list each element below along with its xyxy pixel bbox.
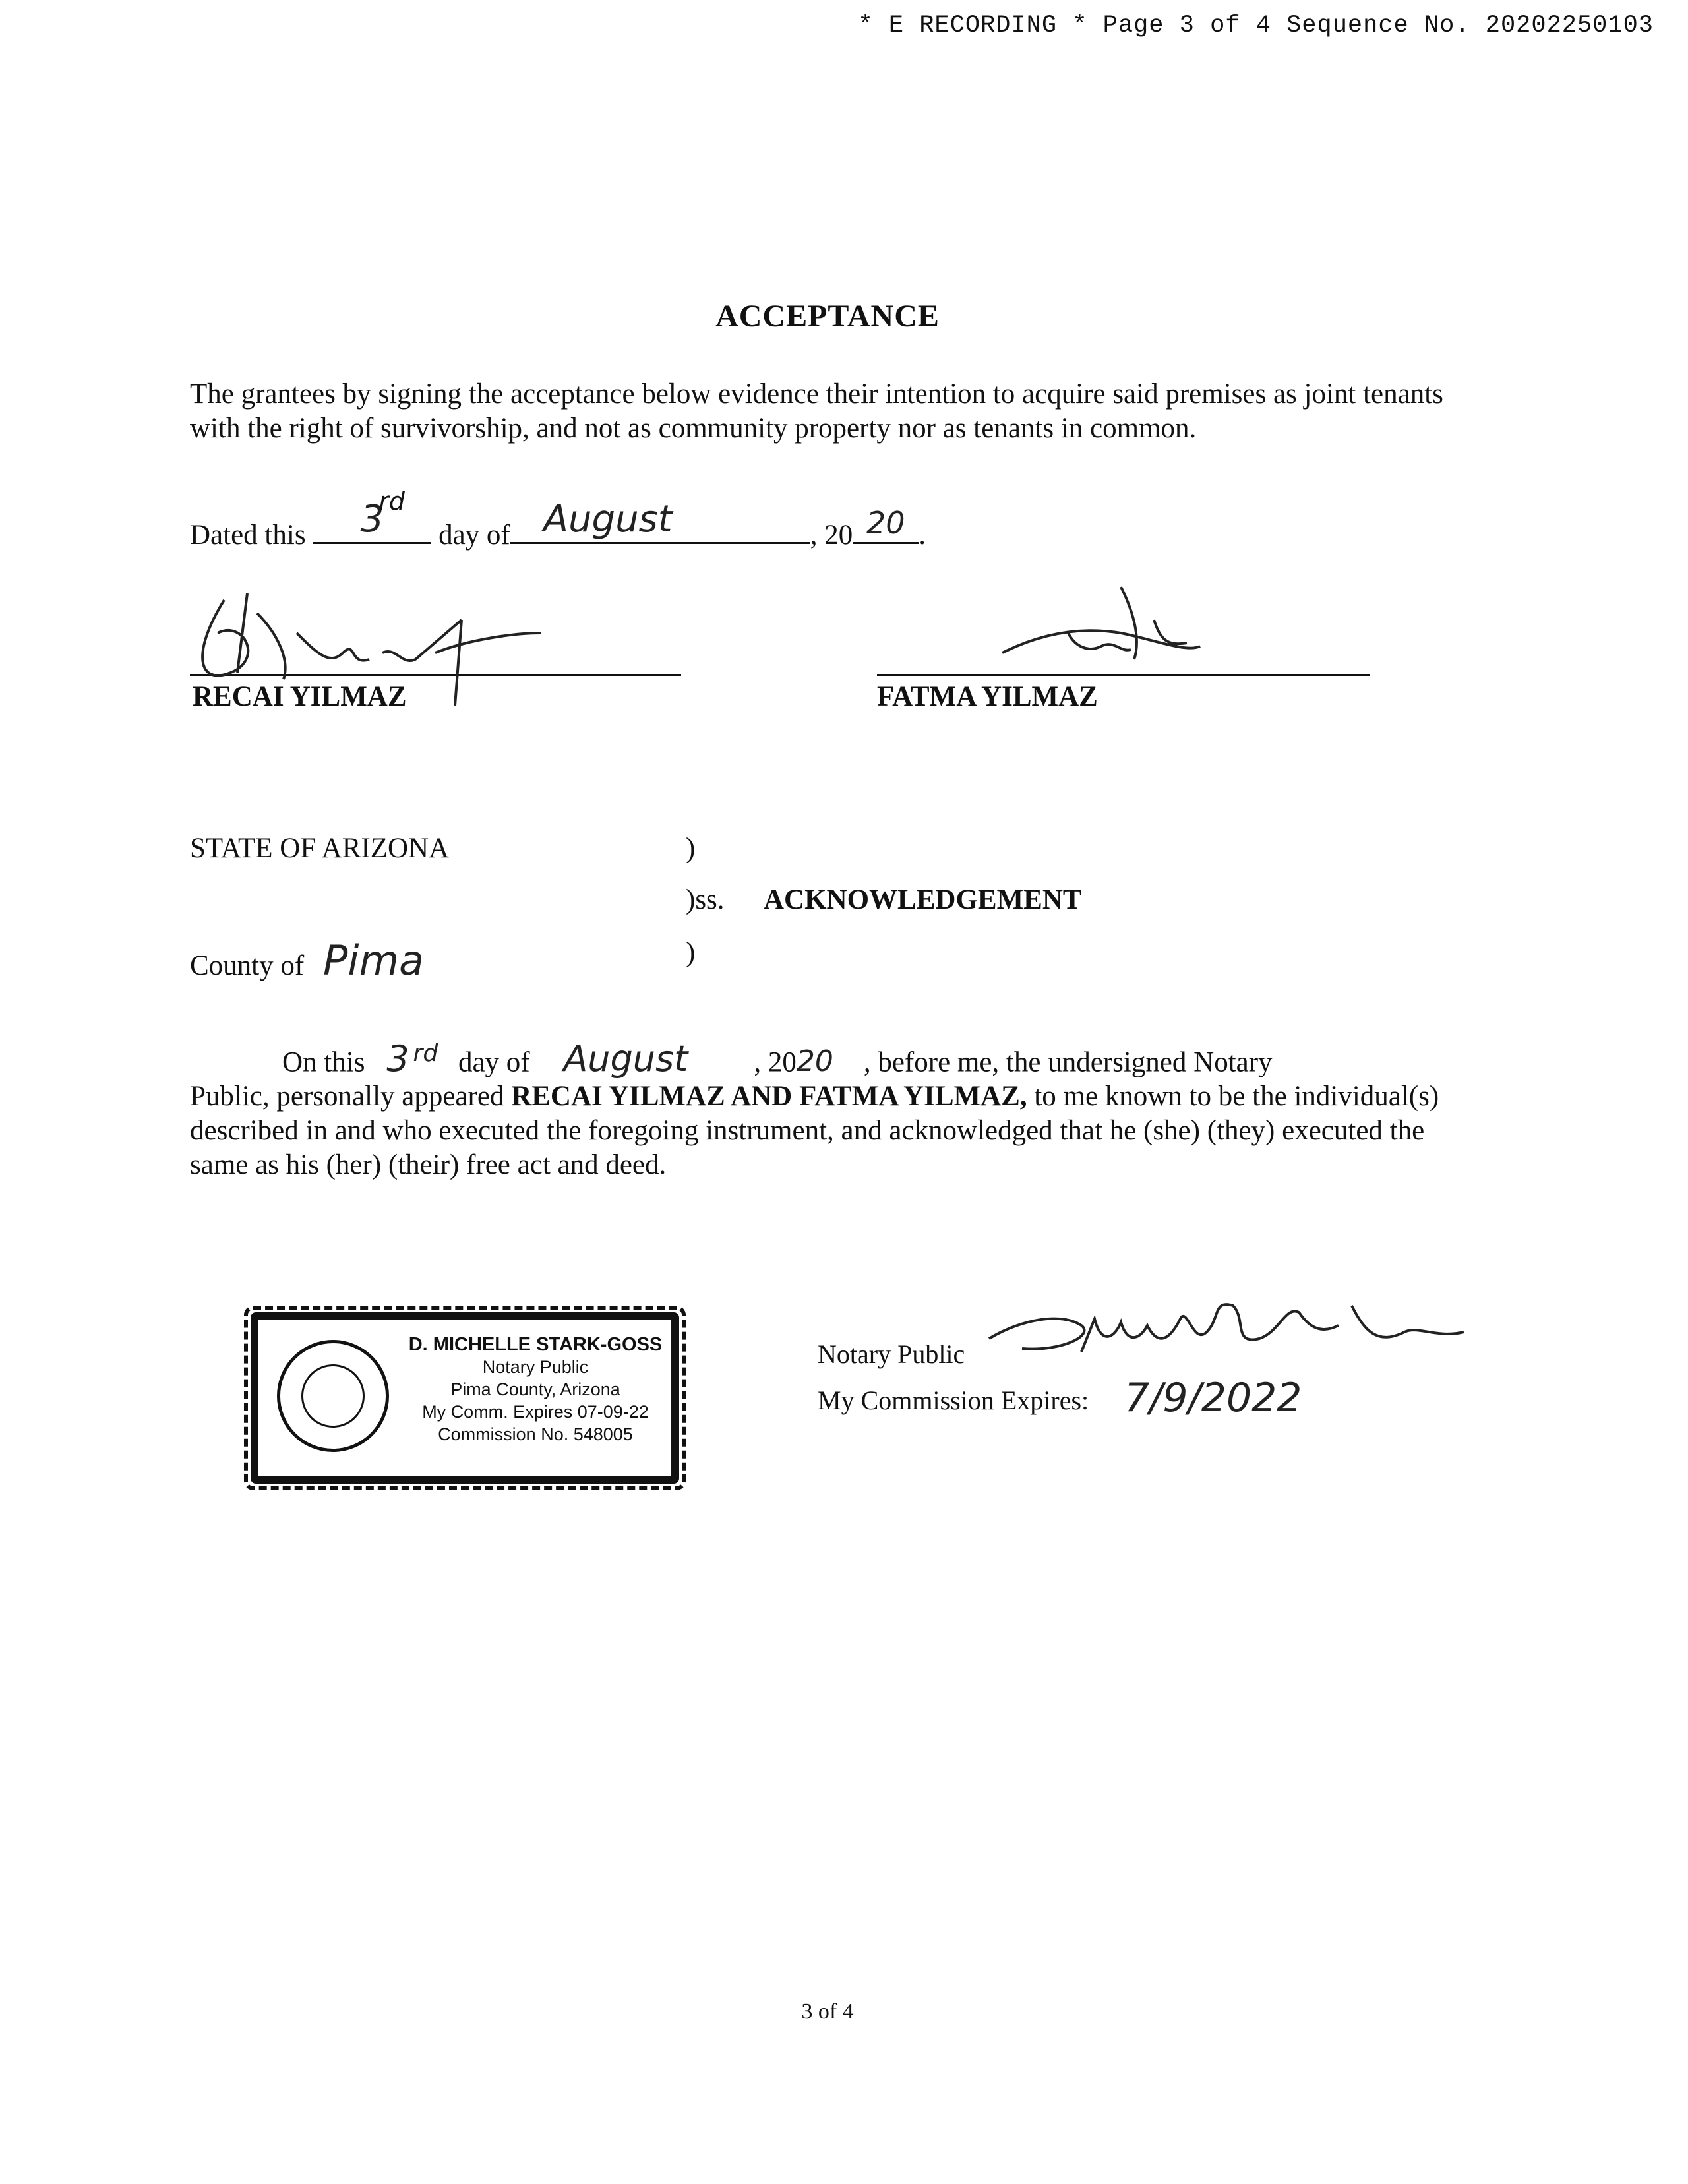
stamp-expires: My Comm. Expires 07-09-22 xyxy=(422,1402,649,1422)
stamp-title: Notary Public xyxy=(482,1357,589,1377)
signer-name-left: RECAI YILMAZ xyxy=(193,681,407,712)
on-this-label: On this xyxy=(282,1046,365,1078)
month-handwritten: August xyxy=(543,498,673,541)
day-suffix-handwritten: rd xyxy=(378,487,406,516)
dated-prefix: Dated this xyxy=(190,520,306,551)
county-handwritten: Pima xyxy=(322,936,424,985)
notary-public-label: Notary Public xyxy=(818,1339,965,1369)
acceptance-body: The grantees by signing the acceptance below evidence their intention to acquire said premises as joint tenants with the right of survivorship, and not as community property nor as tenants in common. xyxy=(190,379,1443,444)
day-handwritten: 3 xyxy=(360,498,384,541)
month-blank xyxy=(510,498,810,544)
signature-fatma xyxy=(989,580,1213,686)
ack-year-handwritten: 20 xyxy=(796,1045,833,1079)
ack-day-suffix-handwritten: rd xyxy=(413,1040,438,1067)
day-blank xyxy=(313,487,431,544)
ack-day-of-label: day of xyxy=(458,1046,530,1078)
day-of-label: day of xyxy=(438,520,510,551)
acceptance-title: ACCEPTANCE xyxy=(715,299,940,334)
stamp-name: D. MICHELLE STARK-GOSS xyxy=(408,1334,663,1355)
county-label: County of xyxy=(190,950,305,981)
line2-prefix: Public, personally appeared xyxy=(190,1081,512,1112)
page-footer: 3 of 4 xyxy=(801,1999,854,2024)
line2-suffix: to me known to be the xyxy=(1027,1081,1287,1112)
stamp-location: Pima County, Arizona xyxy=(450,1380,620,1399)
acknowledgement-title: ACKNOWLEDGEMENT xyxy=(764,884,1082,915)
commission-expires-label: My Commission Expires: xyxy=(818,1385,1089,1415)
year-blank xyxy=(853,505,919,544)
notary-stamp xyxy=(251,1312,679,1484)
stamp-commission: Commission No. 548005 xyxy=(438,1424,633,1444)
ack-day-handwritten: 3 xyxy=(386,1038,409,1080)
arizona-seal-icon xyxy=(277,1340,389,1452)
ack-year-printed: , 20 xyxy=(754,1046,797,1078)
dated-period: . xyxy=(919,520,926,551)
before-me-text: , before me, the undersigned Notary xyxy=(863,1046,1273,1078)
dated-line xyxy=(190,487,926,551)
county-line xyxy=(190,936,424,985)
commission-expiration-handwritten: 7/9/2022 xyxy=(1124,1375,1302,1421)
year-prefix: , 20 xyxy=(810,520,853,551)
signer-name-right: FATMA YILMAZ xyxy=(877,681,1098,712)
venue-ss: )ss. xyxy=(686,884,725,915)
ack-month-handwritten: August xyxy=(563,1038,688,1080)
acknowledgment-body xyxy=(190,1037,1456,1182)
acknowledgment-rest: individual(s) described in and who executed the foregoing instrument, and acknowledged that he (she) (they) executed the same as his (her) (their) free act and deed. xyxy=(190,1081,1439,1181)
year-handwritten: 20 xyxy=(866,505,905,541)
recording-header: * E RECORDING * Page 3 of 4 Sequence No. 20202250103 xyxy=(858,12,1654,40)
notary-signature xyxy=(982,1292,1470,1365)
venue-paren-top: ) xyxy=(686,833,696,864)
stamp-text xyxy=(404,1333,667,1445)
appearing-names: RECAI YILMAZ AND FATMA YILMAZ, xyxy=(511,1081,1027,1112)
venue-paren-bottom: ) xyxy=(686,937,696,968)
state-label: STATE OF ARIZONA xyxy=(190,833,450,864)
